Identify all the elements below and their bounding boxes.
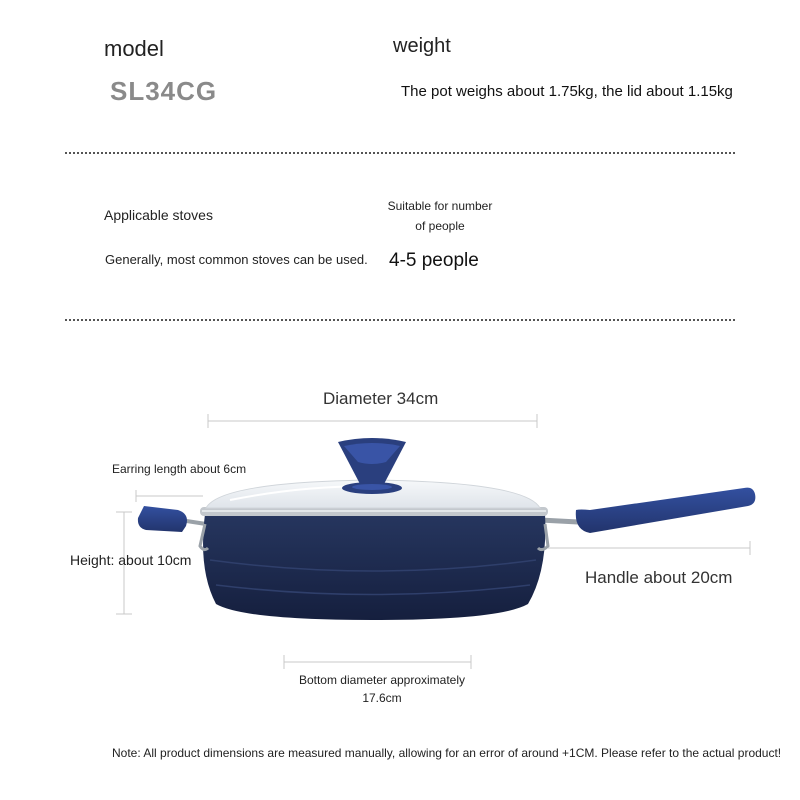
diameter-label: Diameter 34cm bbox=[323, 389, 439, 408]
weight-value: The pot weighs about 1.75kg, the lid about 1.15kg bbox=[401, 83, 733, 100]
stoves-value: Generally, most common stoves can be used. bbox=[105, 252, 368, 267]
pan-body bbox=[200, 514, 548, 620]
bottom-diameter-label-line1: Bottom diameter approximately bbox=[298, 673, 466, 687]
handle-label: Handle about 20cm bbox=[585, 568, 733, 587]
people-value: 4-5 people bbox=[389, 250, 479, 271]
people-label-line2: of people bbox=[415, 219, 465, 233]
height-label: Height: about 10cm bbox=[70, 552, 192, 568]
model-label: model bbox=[104, 36, 164, 61]
lid-knob bbox=[338, 438, 406, 494]
measurement-note: Note: All product dimensions are measured manually, allowing for an error of around +1CM. Please refer to the actual product! bbox=[112, 746, 782, 760]
weight-label: weight bbox=[393, 35, 451, 57]
ear-handle bbox=[138, 506, 206, 532]
long-handle bbox=[540, 488, 755, 533]
earring-label: Earring length about 6cm bbox=[112, 462, 247, 476]
bottom-diameter-label-line2: 17.6cm bbox=[362, 691, 402, 705]
stoves-label: Applicable stoves bbox=[104, 207, 213, 223]
model-value: SL34CG bbox=[110, 76, 218, 106]
people-label-line1: Suitable for number bbox=[387, 199, 493, 213]
